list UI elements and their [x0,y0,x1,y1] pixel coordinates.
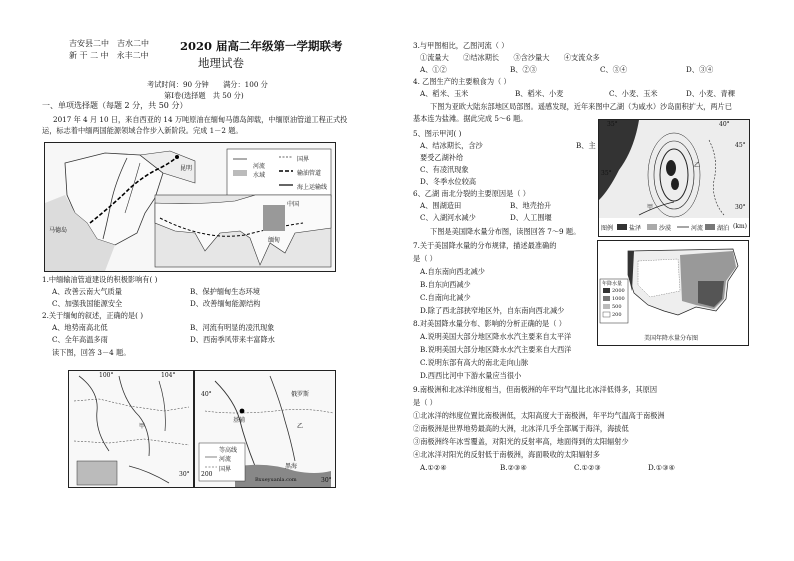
map-left-jia [68,370,194,488]
q3-option-b: B、②③ [510,65,537,74]
label-kunming: 昆明 [180,165,193,172]
label-black-sea: 黑海 [285,463,298,470]
q6-option-b: B、地壳抬升 [510,201,552,210]
q3-stem: 3.与甲图相比，乙图河流（ ） [413,41,509,50]
exam-subject: 地理试卷 [198,56,244,70]
q9-statement-3: ③南极洲终年冰雪覆盖，对阳光的反射率高，地面得到的太阳辐射少 [413,437,629,446]
left-map-lat-30: 30° [179,471,190,478]
map3-lat-45: 45° [735,142,746,149]
exam-title: 2020 届高二年级第一学期联考 [180,39,343,53]
map3-legend-km: (km) [733,223,748,230]
volume-heading: 第Ⅰ卷(选择题 共 50 分) [164,91,244,100]
q1-option-b: B、保护缅甸生态环境 [190,287,260,296]
q2-option-d: D、西南季风带来丰富降水 [190,335,275,344]
q8-option-b: B.说明美国大部分地区降水水汽主要来自大西洋 [420,345,572,354]
q9-stem-2: 是（ ） [413,398,437,407]
q8-option-a: A.说明美国大部分地区降水水汽主要来自太平洋 [420,332,572,341]
q4-option-c: C、小麦、玉米 [609,89,658,98]
q9-statement-2: ②南极洲是世界地势最高的大洲，北冰洋几乎全部属于海洋，海拔低 [413,424,629,433]
q5-option-a: A、结冰期长，含沙 [420,141,483,150]
legend-1000: 1000 [612,296,625,302]
q5-stem: 5、图示甲河( ) [413,129,462,138]
legend-pipeline: 输油管道 [297,170,322,177]
map3-legend-river: 河流 [691,225,704,232]
legend-200: 200 [612,312,622,318]
legend-500: 500 [612,304,622,310]
map3-legend-lake: 湖泊 [717,225,730,232]
q9-stem-1: 9.南极洲和北冰洋纬度相当，但南极洲的年平均气温比北冰洋低得多，其原因 [413,385,658,394]
q4-option-d: D、小麦、青稞 [686,89,735,98]
label-china: 中国 [287,201,300,208]
map-intro: 读下图，回答 3－4 题。 [52,348,131,357]
q2-option-c: C、全年高温多雨 [52,335,108,344]
label-myanmar: 缅甸 [268,237,281,244]
schools-line-1: 吉安县二中 吉水二中 [69,39,149,48]
q7-option-a: A.自东南向西北减少 [420,267,485,276]
q8-stem: 8.对美国降水量分布、影响的分析正确的是（ ） [413,319,566,328]
right-map-lat-30: 30° [321,477,332,484]
q9-statement-4: ④北冰洋对阳光的反射低于南极洲，海面吸收的太阳辐射多 [413,450,600,459]
label-jia-river: 甲 [647,204,654,211]
q5-option-b-cont: 要受乙湖补给 [420,153,464,162]
q1-stem: 1.中缅输油管道建设的积极影响有( ) [42,275,158,284]
legend-200: 200 [201,471,213,478]
intro-line-2: 运，标志着中缅两国能源领域合作步入新阶段。完成 1－2 题。 [42,126,243,135]
q1-option-a: A、改善云南大气质量 [52,287,122,296]
q9-option-c: C.①②③ [574,463,601,472]
left-map-lon-100: 100° [99,372,114,379]
passage-5-line-1: 下图为亚欧大陆东部地区局部图。遥感发现，近年来图中乙湖（为咸水）沙岛面积扩大，两片已 [430,102,732,111]
legend-border: 国界 [297,156,310,163]
map3-lon-40: 40° [719,121,730,128]
q3-option-d: D、③④ [686,65,714,74]
q7-stem-1: 7.关于美国降水量的分布规律，描述最准确的 [413,241,557,250]
q4-option-a: A、稻米、玉米 [420,89,469,98]
map3-legend-desert: 沙漠 [659,225,672,232]
q2-option-b: B、河流有明显的凌汛现象 [190,323,275,332]
legend-river-2: 河流 [219,456,232,463]
q1-option-c: C、加强我国能源安全 [52,299,123,308]
q8-option-d: D.西西比河中下游水量应当很小 [420,371,522,380]
map3-lat-35: 35° [601,170,612,177]
legend-title-precip: 年降水量 [602,281,623,287]
q7-option-b: B.自东向西减少 [420,280,471,289]
legend-sea-route: 海上运输线 [297,184,328,191]
map3-legend-salt: 盐泽 [629,225,642,232]
map3-lon-35: 35° [607,121,618,128]
map-right-yi [194,370,336,488]
q3-option-c: C、③④ [600,65,628,74]
legend-river: 河流 [253,163,266,170]
q3-statements: ①流量大 ②结冰期长 ③含沙量大 ④支流众多 [420,53,600,62]
legend-2000: 2000 [612,288,625,294]
q6-option-c: C、入湖河水减少 [420,213,476,222]
label-yi: 乙 [297,423,304,430]
label-russia: 俄罗斯 [291,391,310,398]
q2-stem: 2.关于缅甸的叙述，正确的是( ) [42,311,144,320]
q9-statement-1: ①北冰洋的纬度位置比南极洲低，太阳高度大于南极洲，年平均气温高于南极洲 [413,411,665,420]
us-precip-map [597,240,749,346]
q3-option-a: A、①② [420,65,447,74]
passage-5-line-2: 基本连为盐滩。据此完成 5～6 题。 [413,114,528,123]
q2-option-a: A、地势南高北低 [52,323,108,332]
pipeline-map [44,142,336,272]
q8-option-c: C.说明东部有高大的南北走向山脉 [420,358,529,367]
label-madeisland: 马德岛 [49,227,68,234]
legend-contour: 等高线 [219,447,238,454]
section-heading: 一、单项选择题（每题 2 分，共 50 分） [42,101,188,110]
label-kyiv: 基辅 [233,417,246,424]
q6-option-d: D、人工围堰 [510,213,552,222]
schools-line-2: 新 干 二 中 永丰二中 [69,51,149,60]
q4-option-b: B、稻米、小麦 [515,89,564,98]
intro-line-1: 2017 年 4 月 10 日，来自西亚的 14 万吨原油在缅甸马德岛卸载，中缅原油管道工程正式投 [53,115,348,124]
lake-region-map [598,119,750,237]
q7-stem-2: 是（ ） [413,254,437,263]
map3-legend-title: 图例 [601,225,614,232]
label-jia: 甲 [139,423,146,430]
q9-option-a: A.①②④ [420,463,447,472]
map3-lat-30: 30° [735,204,746,211]
passage-7: 下图是美国降水量分布图，读图回答 7～9 题。 [430,227,581,236]
left-map-lon-104: 104° [161,372,176,379]
map4-caption: 美国年降水量分布图 [644,335,699,342]
legend-border-2: 国界 [219,466,232,473]
q1-option-d: D、改善缅甸能源结构 [190,299,261,308]
watermark: Bxueyuanla.com [255,477,297,483]
q5-option-b: B、主 [576,141,596,150]
q4-stem: 4. 乙图生产的主要粮食为（ ） [413,77,511,86]
q5-option-d: D、冬季水位较高 [420,177,477,186]
q9-option-d: D.①③④ [648,463,676,472]
q6-option-a: A、围湖造田 [420,201,462,210]
right-map-lat-40: 40° [201,391,212,398]
q7-option-d: D.除了西北部狭窄地区外，自东南向西北减少 [420,306,565,315]
label-yi-lake: 乙 [694,162,701,169]
q5-option-c: C、有凌汛现象 [420,165,469,174]
q6-stem: 6、乙湖 南北分裂的主要原因是（ ） [413,189,530,198]
q7-option-c: C.自南向北减少 [420,293,471,302]
exam-info: 考试时间：90 分钟 满分：100 分 [147,80,268,89]
legend-water: 水域 [253,172,266,179]
q9-option-b: B.②③④ [500,463,527,472]
